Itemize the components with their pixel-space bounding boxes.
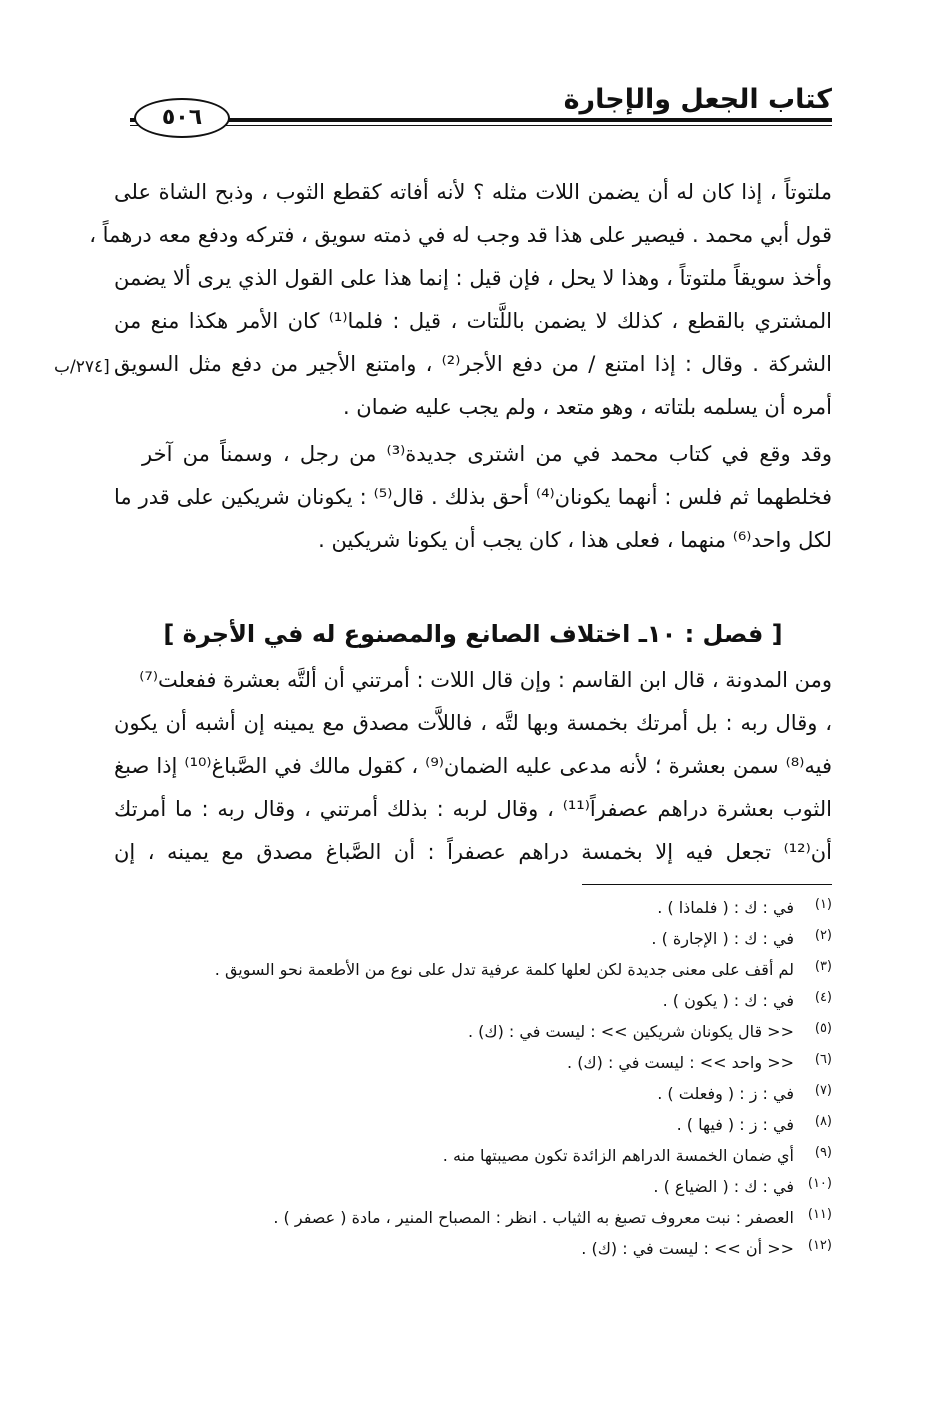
footnote-number: (١): [814, 897, 832, 912]
section-heading: [ فصل : ١٠ـ اختلاف الصانع والمصنوع له في الأجرة ]: [163, 620, 783, 648]
text-line: فخلطهما ثم فلس : أنهما يكونان⁽⁴⁾ أحق بذلك . قال⁽⁵⁾ : يكونان شريكين على قدر ما: [114, 485, 832, 509]
footnote: [114, 987, 832, 1015]
footnote-number: (١٠): [807, 1176, 832, 1191]
footnote-number: (١٢): [807, 1238, 832, 1253]
text-line: وقد وقع في كتاب محمد في من اشترى جديدة⁽³⁾ من رجل ، وسمناً من آخر: [142, 442, 832, 466]
footnote-text: العصفر : نبت معروف تصبغ به الثياب . انظر : المصباح المنير ، مادة ( عصفر ) .: [273, 1208, 794, 1227]
header-rule: [130, 118, 832, 122]
footnote-number: (٣): [814, 959, 832, 974]
text-line: فيه⁽⁸⁾ سمن بعشرة ؛ لأنه مدعى عليه الضمان⁽⁹⁾ ، كقول مالك في الصَّباغ⁽¹⁰⁾ إذا صبغ: [114, 754, 833, 778]
footnote-number: (١١): [807, 1207, 832, 1222]
text-line: ومن المدونة ، قال ابن القاسم : وإن قال اللات : أمرتني أن ألتَّه بعشرة ففعلت⁽⁷⁾: [139, 668, 832, 692]
footnote-text: في : ز : ( فيها ) .: [676, 1115, 794, 1134]
text-line: الشركة . وقال : إذا امتنع / من دفع الأجر⁽²⁾ ، وامتنع الأجير من دفع مثل السويق: [114, 352, 833, 376]
footnote: [114, 1173, 832, 1201]
footnote: [114, 1111, 832, 1139]
footnote-text: في : ك : ( الضياع ) .: [653, 1177, 794, 1196]
page-number: ٥٠٦: [134, 98, 230, 138]
footnote-text: لم أقف على معنى جديدة لكن لعلها كلمة عرفية تدل على نوع من الأطعمة نحو السويق .: [214, 960, 794, 979]
margin-folio-note: [٢٧٤/ب: [54, 357, 110, 377]
footnote-text: << قال يكونان شريكين >> : ليست في : (ك) .: [467, 1022, 794, 1041]
footnote-text: في : ك : ( يكون ) .: [662, 991, 794, 1010]
footnote-text: أي ضمان الخمسة الدراهم الزائدة تكون مصيبتها منه .: [442, 1146, 794, 1165]
book-title: كتاب الجعل والإجارة: [563, 84, 832, 115]
footnote-number: (٨): [814, 1114, 832, 1129]
footnote: [114, 1204, 832, 1232]
footnote-number: (٩): [814, 1145, 832, 1160]
footnote-text: في : ك : ( فلماذا ) .: [657, 898, 794, 917]
footnote-text: في : ك : ( الإجارة ) .: [651, 929, 794, 948]
footnote-separator: [582, 884, 832, 885]
footnote-number: (٢): [814, 928, 832, 943]
footnote: [114, 1049, 832, 1077]
footnote: [114, 956, 832, 984]
footnote: [114, 925, 832, 953]
main-text: [89, 172, 833, 572]
footnotes: [114, 894, 832, 1294]
footnote: [114, 1235, 832, 1263]
footnote-number: (٧): [814, 1083, 832, 1098]
text-line: أن⁽¹²⁾ تجعل فيه إلا بخمسة دراهم عصفراً : أن الصَّباغ مصدق مع يمينه ، إن: [114, 840, 832, 864]
footnote-text: << أن >> : ليست في : (ك) .: [581, 1239, 794, 1258]
footnote-text: في : ز : ( وفعلت ) .: [657, 1084, 794, 1103]
footnote: [114, 894, 832, 922]
footnote-number: (٤): [814, 990, 832, 1005]
text-line: قول أبي محمد . فيصير على هذا قد وجب له في ذمته سويق ، فتركه ودفع معه درهماً ،: [89, 223, 832, 247]
text-line: المشتري بالقطع ، كذلك لا يضمن باللَّتات ، قيل : فلما⁽¹⁾ كان الأمر هكذا منع من: [114, 309, 832, 333]
text-line: أمره أن يسلمه بلتاته ، وهو متعد ، ولم يجب عليه ضمان .: [342, 395, 832, 419]
footnote-number: (٥): [814, 1021, 832, 1036]
page-header: [120, 78, 832, 138]
footnote: [114, 1080, 832, 1108]
text-line: ، وقال ربه : بل أمرتك بخمسة وبها لتَّه ، فاللاَّت مصدق مع يمينه إن أشبه أن يكون: [114, 711, 832, 735]
text-line: ملتوتاً ، إذا كان له أن يضمن اللات مثله ؟ لأنه أفاته كقطع الثوب ، وذبح الشاة على: [114, 180, 832, 204]
text-line: وأخذ سويقاً ملتوتاً ، وهذا لا يحل ، فإن قيل : إنما هذا على القول الذي يرى ألا يضمن: [114, 266, 832, 290]
text-line: لكل واحد⁽⁶⁾ منهما ، فعلى هذا ، كان يجب أن يكونا شريكين .: [318, 528, 832, 552]
footnote-text: << واحد >> : ليست في : (ك) .: [567, 1053, 794, 1072]
footnote: [114, 1142, 832, 1170]
section-text: [114, 660, 832, 880]
footnote: [114, 1018, 832, 1046]
header-rule-thin: [130, 125, 832, 126]
text-line: الثوب بعشرة دراهم عصفراً⁽¹¹⁾ ، وقال لربه : بذلك أمرتني ، وقال ربه : ما أمرتك: [114, 797, 832, 821]
footnote-number: (٦): [814, 1052, 832, 1067]
